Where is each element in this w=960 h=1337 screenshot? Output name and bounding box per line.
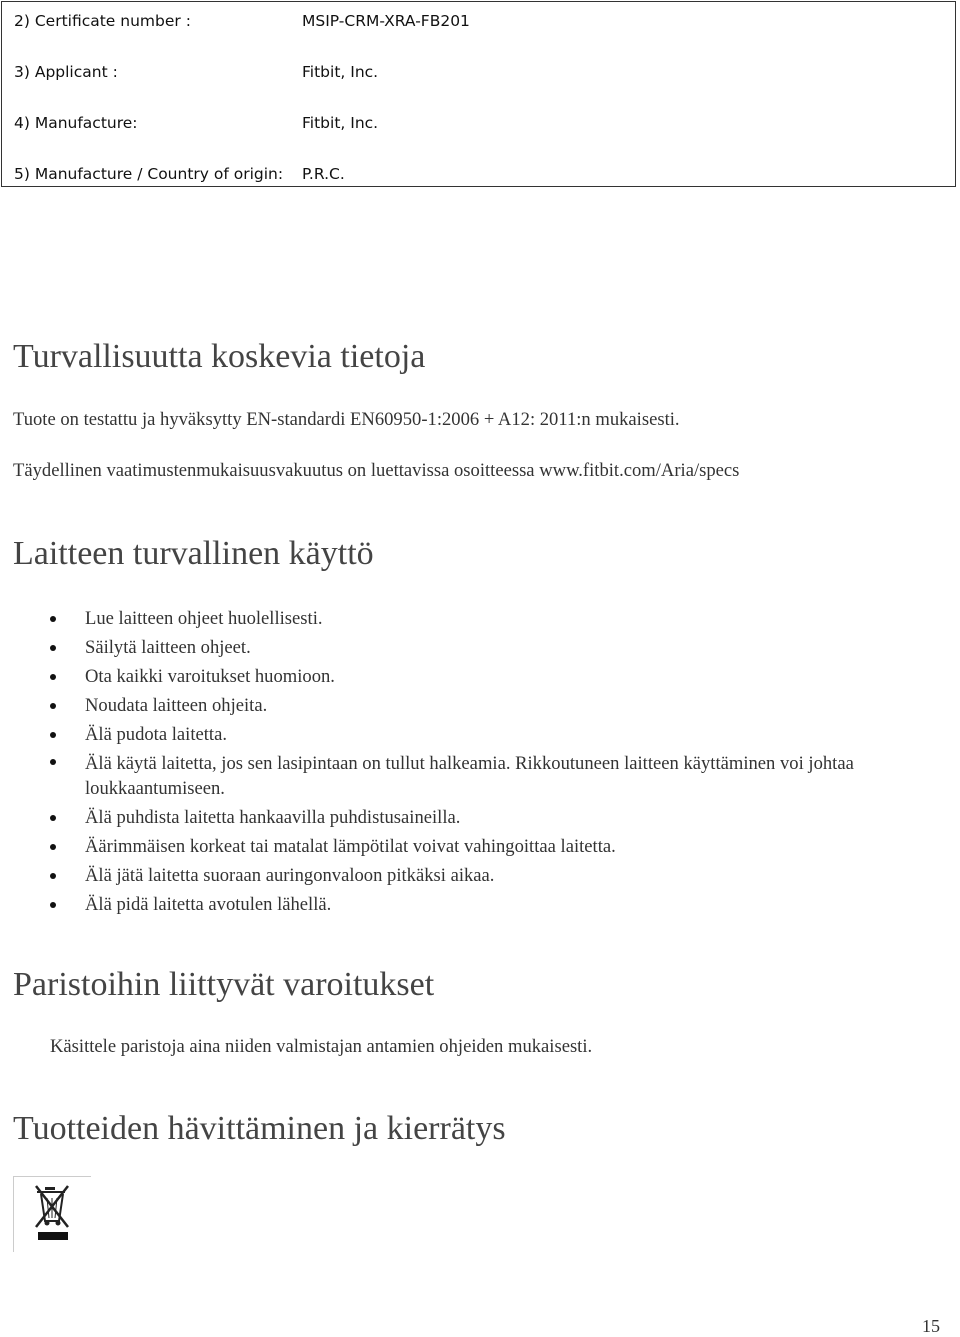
list-item-text: Älä pidä laitetta avotulen lähellä. <box>85 894 332 915</box>
disposal-heading: Tuotteiden hävittäminen ja kierrätys <box>13 1110 506 1147</box>
bullet-icon <box>50 674 56 680</box>
bullet-icon <box>50 616 56 622</box>
bullet-icon <box>50 703 56 709</box>
applicant-label: 3) Applicant : <box>14 63 118 81</box>
bullet-icon <box>50 844 56 850</box>
list-item <box>0 604 945 633</box>
list-item-text: Säilytä laitteen ohjeet. <box>85 637 251 658</box>
list-item <box>0 890 945 919</box>
list-item-text: Älä jätä laitetta suoraan auringonvaloon pitkäksi aikaa. <box>85 865 495 886</box>
list-item-text: Noudata laitteen ohjeita. <box>85 695 268 716</box>
country-of-origin-value: P.R.C. <box>302 165 345 183</box>
bullet-icon <box>50 732 56 738</box>
list-item <box>0 662 945 691</box>
battery-heading: Paristoihin liittyvät varoitukset <box>13 966 435 1003</box>
list-item-text: Ota kaikki varoitukset huomioon. <box>85 666 335 687</box>
battery-text: Käsittele paristoja aina niiden valmistajan antamien ohjeiden mukaisesti. <box>50 1036 593 1057</box>
certificate-number-label: 2) Certificate number : <box>14 12 191 30</box>
country-of-origin-label: 5) Manufacture / Country of origin: <box>14 165 284 183</box>
bullet-icon <box>50 815 56 821</box>
list-item <box>0 749 945 803</box>
manufacture-label: 4) Manufacture: <box>14 114 138 132</box>
list-item-text: Äärimmäisen korkeat tai matalat lämpötilat voivat vahingoittaa laitetta. <box>85 836 616 857</box>
weee-crossed-bin-icon <box>13 1176 91 1252</box>
applicant-value: Fitbit, Inc. <box>302 63 379 81</box>
bullet-icon <box>50 902 56 908</box>
safe-use-list <box>0 604 945 919</box>
list-item-text: Älä pudota laitetta. <box>85 724 227 745</box>
safety-heading: Turvallisuutta koskevia tietoja <box>13 338 426 375</box>
list-item-text: Älä puhdista laitetta hankaavilla puhdistusaineilla. <box>85 807 461 828</box>
bullet-icon <box>50 759 56 765</box>
list-item-text: Älä käytä laitetta, jos sen lasipintaan on tullut halkeamia. Rikkoutuneen laitteen käyttäminen voi johtaa loukkaantumiseen. <box>85 753 854 799</box>
list-item <box>0 691 945 720</box>
list-item <box>0 633 945 662</box>
manufacture-value: Fitbit, Inc. <box>302 114 379 132</box>
safety-standard-text: Tuote on testattu ja hyväksytty EN-standardi EN60950-1:2006 + A12: 2011:n mukaisesti. <box>13 409 680 430</box>
bullet-icon <box>50 645 56 651</box>
bullet-icon <box>50 873 56 879</box>
page-number: 15 <box>922 1316 940 1336</box>
list-item <box>0 832 945 861</box>
list-item <box>0 720 945 749</box>
list-item-text: Lue laitteen ohjeet huolellisesti. <box>85 608 323 629</box>
list-item <box>0 861 945 890</box>
declaration-text: Täydellinen vaatimustenmukaisuusvakuutus on luettavissa osoitteessa www.fitbit.com/Aria/specs <box>13 460 740 481</box>
certificate-box <box>1 1 956 187</box>
safe-use-heading: Laitteen turvallinen käyttö <box>13 535 374 572</box>
list-item <box>0 803 945 832</box>
certificate-number-value: MSIP-CRM-XRA-FB201 <box>302 12 470 30</box>
